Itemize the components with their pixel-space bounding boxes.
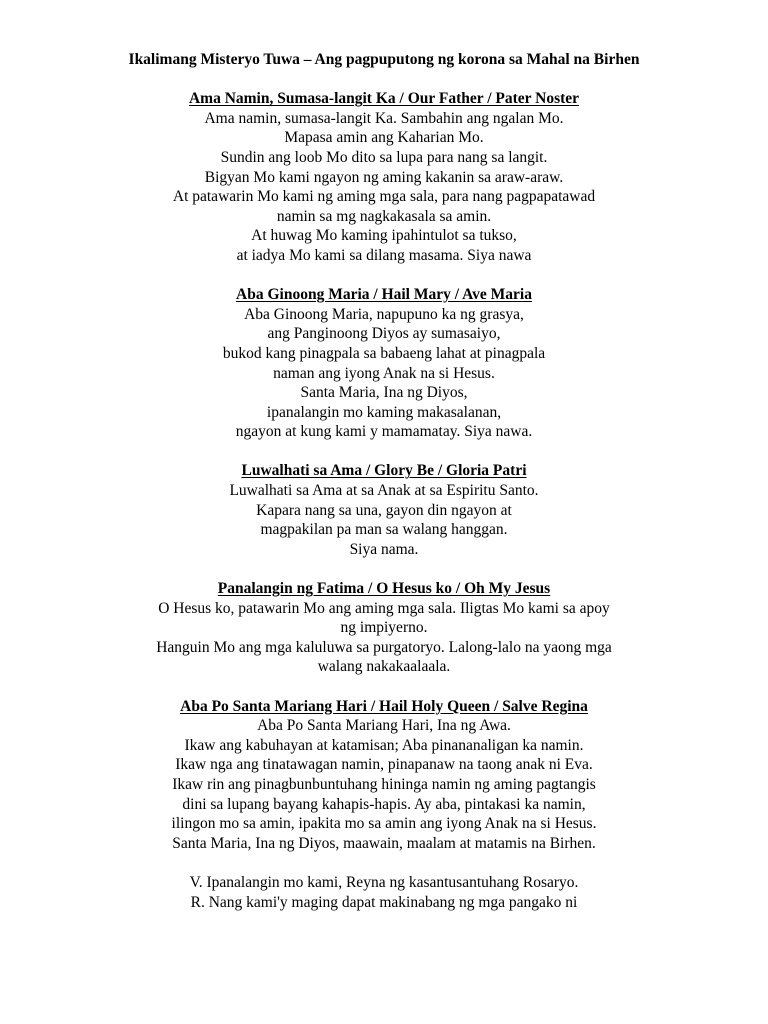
prayer-line: ngayon at kung kami y mamamatay. Siya nawa. <box>235 423 533 441</box>
prayer-line: Ikaw nga ang tinatawagan namin, pinapanaw na taong anak ni Eva. <box>175 756 593 774</box>
prayer-line: Siya nama. <box>349 540 419 558</box>
prayer-line: Ama namin, sumasa-langit Ka. Sambahin ang ngalan Mo. <box>204 109 564 127</box>
prayer-document <box>110 50 658 912</box>
prayer-line: Santa Maria, Ina ng Diyos, maawain, maalam at matamis na Birhen. <box>172 834 596 852</box>
prayer-line: ang Panginoong Diyos ay sumasaiyo, <box>267 325 501 343</box>
prayer-line: naman ang iyong Anak na si Hesus. <box>273 364 495 382</box>
section-versicles <box>110 873 658 912</box>
prayer-line: at iadya Mo kami sa dilang masama. Siya nawa <box>236 246 532 264</box>
document-title: Ikalimang Misteryo Tuwa – Ang pagpuputong ng korona sa Mahal na Birhen <box>128 51 640 68</box>
section-hail-holy-queen <box>110 697 658 854</box>
prayer-line: Luwalhati sa Ama at sa Anak at sa Espiritu Santo. <box>229 482 539 500</box>
prayer-line: At huwag Mo kaming ipahintulot sa tukso, <box>251 227 517 245</box>
prayer-line: Hanguin Mo ang mga kaluluwa sa purgatoryo. Lalong-lalo na yaong mga <box>156 638 612 656</box>
prayer-line: Sundin ang loob Mo dito sa lupa para nang sa langit. <box>220 148 548 166</box>
section-heading: Aba Po Santa Mariang Hari / Hail Holy Queen / Salve Regina <box>180 697 588 715</box>
prayer-line: Mapasa amin ang Kaharian Mo. <box>284 129 484 147</box>
section-heading: Luwalhati sa Ama / Glory Be / Gloria Patri <box>241 462 527 480</box>
prayer-line: Aba Ginoong Maria, napupuno ka ng grasya, <box>244 305 524 323</box>
prayer-line: namin sa mg nagkakasala sa amin. <box>276 207 492 225</box>
section-our-father <box>110 89 658 265</box>
section-heading: Aba Ginoong Maria / Hail Mary / Ave Maria <box>236 286 532 304</box>
prayer-line: Kapara nang sa una, gayon din ngayon at <box>256 501 512 519</box>
prayer-line: magpakilan pa man sa walang hanggan. <box>260 521 508 539</box>
prayer-line: Bigyan Mo kami ngayon ng aming kakanin sa araw-araw. <box>204 168 564 186</box>
prayer-line: ipanalangin mo kaming makasalanan, <box>266 403 502 421</box>
prayer-line: Ikaw ang kabuhayan at katamisan; Aba pinananaligan ka namin. <box>184 736 584 754</box>
section-heading: Ama Namin, Sumasa-langit Ka / Our Father / Pater Noster <box>188 90 580 108</box>
prayer-line: walang nakakaalaala. <box>317 658 451 676</box>
prayer-line: Aba Po Santa Mariang Hari, Ina ng Awa. <box>257 717 511 735</box>
prayer-line: O Hesus ko, patawarin Mo ang aming mga sala. Iligtas Mo kami sa apoy <box>158 599 610 617</box>
prayer-line: Santa Maria, Ina ng Diyos, <box>300 384 468 402</box>
prayer-line: At patawarin Mo kami ng aming mga sala, para nang pagpapatawad <box>172 188 596 206</box>
section-fatima-prayer <box>110 579 658 677</box>
versicle-line: V. Ipanalangin mo kami, Reyna ng kasantusantuhang Rosaryo. <box>189 873 579 891</box>
prayer-line: Ikaw rin ang pinagbunbuntuhang hininga namin ng aming pagtangis <box>172 775 596 793</box>
section-hail-mary <box>110 285 658 442</box>
prayer-line: ng impiyerno. <box>340 619 428 637</box>
section-glory-be <box>110 461 658 559</box>
response-line: R. Nang kami'y maging dapat makinabang ng mga pangako ni <box>190 893 578 911</box>
prayer-line: dini sa lupang bayang kahapis-hapis. Ay aba, pintakasi ka namin, <box>182 795 586 813</box>
section-heading: Panalangin ng Fatima / O Hesus ko / Oh My Jesus <box>217 580 551 598</box>
prayer-line: bukod kang pinagpala sa babaeng lahat at pinagpala <box>222 344 546 362</box>
prayer-line: ilingon mo sa amin, ipakita mo sa amin ang iyong Anak na si Hesus. <box>171 815 597 833</box>
